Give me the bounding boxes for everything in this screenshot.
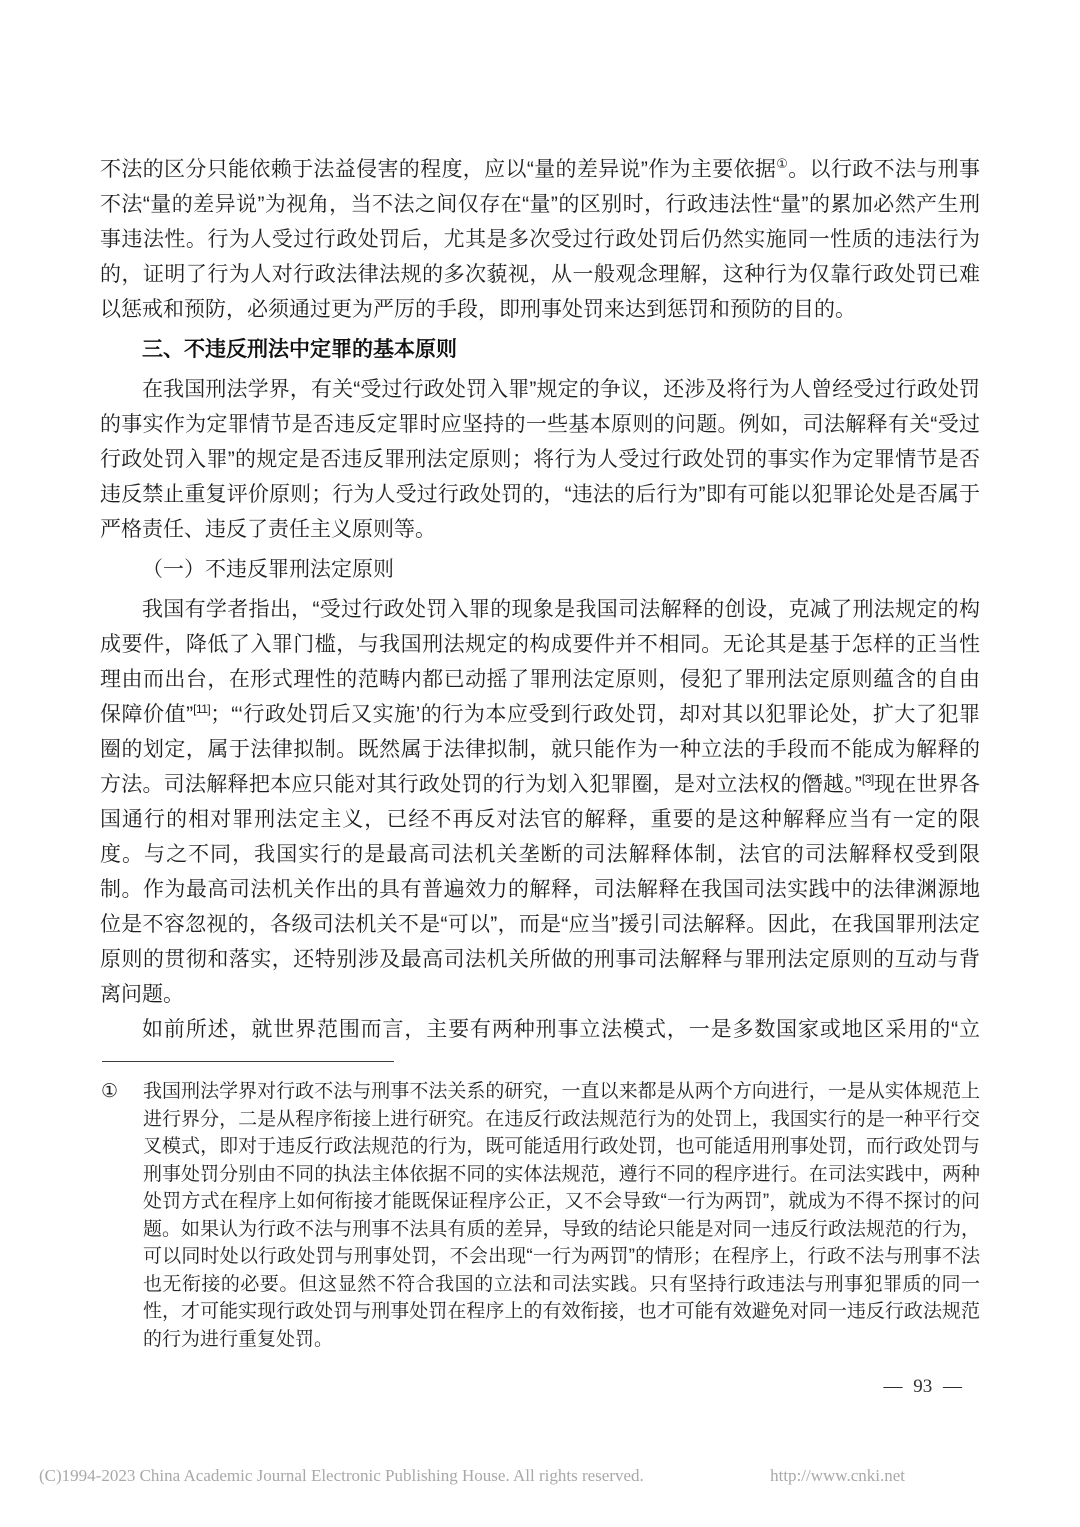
footnote-text: 我国刑法学界对行政不法与刑事不法关系的研究，一直以来都是从两个方向进行，一是从实体规范上进行界分，二是从程序衔接上进行研究。在违反行政法规范行为的处罚上，我国实行的是一种平行交叉模式，即对于违反行政法规范的行为，既可能适用行政处罚，也可能适用刑事处罚，而行政处罚与刑事处罚分别由不同的执法主体依据不同的实体法规范，遵行不同的程序进行。在司法实践中，两种处罚方式在程序上如何衔接才能既保证程序公正，又不会导致“一行为两罚”，就成为不得不探讨的问题。如果认为行政不法与刑事不法具有质的差异，导致的结论只能是对同一违反行政法规范的行为，可以同时处以行政处罚与刑事处罚，不会出现“一行为两罚”的情形；在程序上，行政不法与刑事不法也无衔接的必要。但这显然不符合我国的立法和司法实践。只有坚持行政违法与刑事犯罪质的同一性，才可能实现行政处罚与刑事处罚在程序上的有效衔接，也才可能有效避免对同一违反行政法规范的行为进行重复处罚。 [143, 1081, 980, 1350]
footnote-ref-marker: ① [776, 156, 789, 171]
paragraph-text: 我国有学者指出，“受过行政处罚入罪的现象是我国司法解释的创设，克减了刑法规定的构成要件，降低了入罪门槛，与我国刑法规定的构成要件并不相同。无论其是基于怎样的正当性理由而出台，在形式理性的范畴内都已动摇了罪刑法定原则，侵犯了罪刑法定原则蕴含的自由保障价值” [100, 598, 980, 726]
paragraph: 在我国刑法学界，有关“受过行政处罚入罪”规定的争议，还涉及将行为人曾经受过行政处罚的事实作为定罪情节是否违反定罪时应坚持的一些基本原则的问题。例如，司法解释有关“受过行政处罚入罪”的规定是否违反罪刑法定原则；将行为人受过行政处罚的事实作为定罪情节是否违反禁止重复评价原则；行为人受过行政处罚的，“违法的后行为”即有可能以犯罪论处是否属于严格责任、违反了责任主义原则等。 [100, 378, 980, 541]
page-number: — 93 — [883, 1376, 962, 1397]
paragraph-text: ；“‘行政处罚后又实施’的行为本应受到行政处罚，却对其以犯罪论处，扩大了犯罪圈的划定，属于法律拟制。既然属于法律拟制，就只能作为一种立法的手段而不能成为解释的方法。司法解释把本应只能对其行政处罚的行为划入犯罪圈，是对立法权的僭越。” [100, 703, 980, 796]
paragraph: 如前所述，就世界范围而言，主要有两种刑事立法模式，一是多数国家或地区采用的“立 [142, 1018, 980, 1041]
paragraph-text: 不法的区分只能依赖于法益侵害的程度，应以“量的差异说”作为主要依据 [100, 158, 777, 181]
copyright-text: (C)1994-2023 China Academic Journal Electronic Publishing House. All rights reserved. [39, 1466, 644, 1485]
section-heading: 三、不违反刑法中定罪的基本原则 [142, 338, 457, 361]
citation-ref-3: [3] [861, 772, 874, 786]
paragraph-text: 现在世界各国通行的相对罪刑法定主义，已经不再反对法官的解释，重要的是这种解释应当有一定的限度。与之不同，我国实行的是最高司法机关垄断的司法解释体制，法官的司法解释权受到限制。作为最高司法机关作出的具有普遍效力的解释，司法解释在我国司法实践中的法律渊源地位是不容忽视的，各级司法机关不是“可以”，而是“应当”援引司法解释。因此，在我国罪刑法定原则的贯彻和落实，还特别涉及最高司法机关所做的刑事司法解释与罪刑法定原则的互动与背离问题。 [100, 773, 981, 1006]
footnote-divider [102, 1061, 394, 1062]
citation-ref-11: [11] [193, 702, 211, 716]
paragraph-continuation [100, 152, 980, 327]
paragraph [100, 592, 980, 1012]
article-body [100, 152, 980, 1353]
paragraph-text: 。以行政不法与刑事不法“量的差异说”为视角，当不法之间仅存在“量”的区别时，行政违法性“量”的累加必然产生刑事违法性。行为人受过行政处罚后，尤其是多次受过行政处罚后仍然实施同一性质的违法行为的，证明了行为人对行政法律法规的多次藐视，从一般观念理解，这种行为仅靠行政处罚已难以惩戒和预防，必须通过更为严厉的手段，即刑事处罚来达到惩罚和预防的目的。 [100, 158, 981, 321]
cnki-url: http://www.cnki.net [770, 1466, 905, 1485]
footnote [100, 1078, 980, 1353]
subsection-heading: （一）不违反罪刑法定原则 [142, 558, 394, 581]
cnki-watermark-footer [39, 1466, 905, 1486]
footnote-marker: ① [101, 1081, 119, 1102]
